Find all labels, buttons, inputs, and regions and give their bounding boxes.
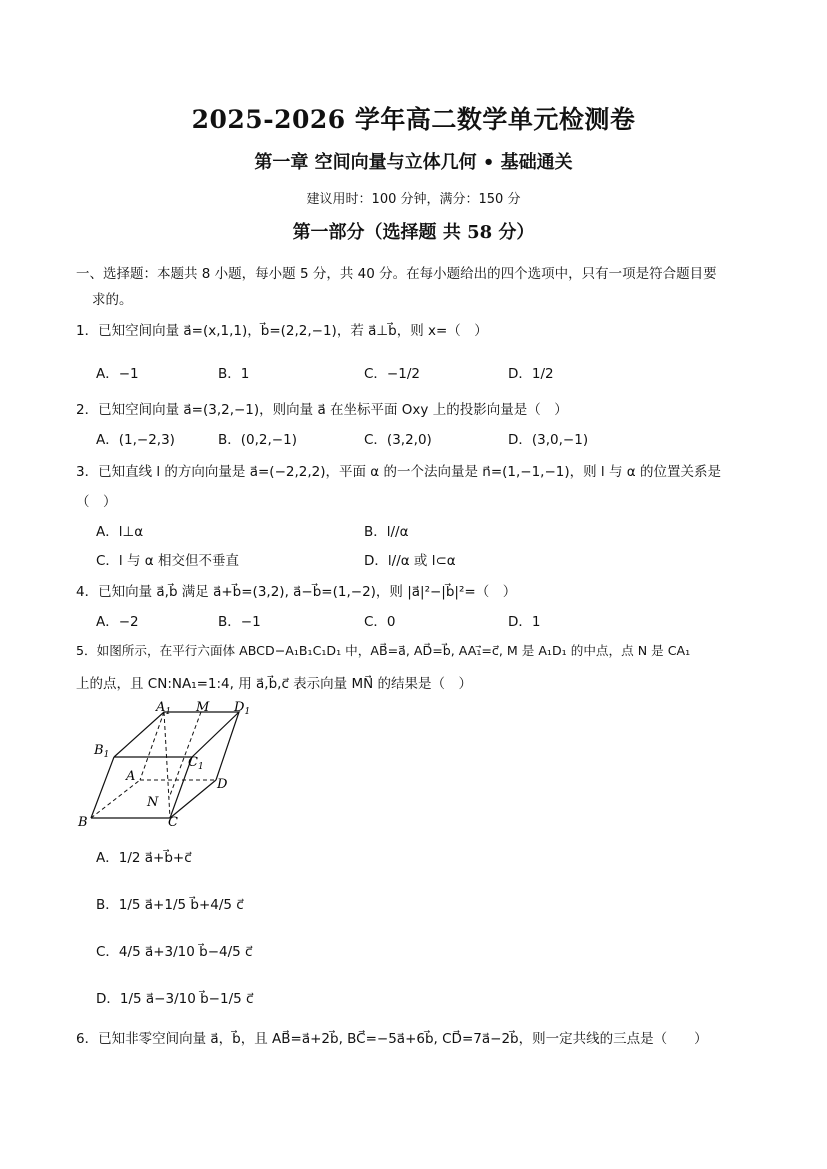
q5-option-b[interactable]: B．1/5 a⃗+1/5 b⃗+4/5 c⃗ [96,897,244,913]
label-c: C [168,815,178,830]
q2-option-c[interactable]: C．(3,2,0) [364,432,432,448]
q5-option-c[interactable]: C．4/5 a⃗+3/10 b⃗−4/5 c⃗ [96,944,253,960]
q2-option-d[interactable]: D．(3,0,−1) [508,432,589,448]
section-intro-line2: 求的。 [92,292,133,308]
chapter-subtitle: 第一章 空间向量与立体几何 • 基础通关 [254,152,573,173]
q2-option-b[interactable]: B．(0,2,−1) [218,432,297,448]
diag-a1c-hidden [164,712,170,818]
section-intro-line1: 一、选择题：本题共 8 小题，每小题 5 分，共 40 分。在每小题给出的四个选项中，只有一项是符合题目要 [76,266,717,282]
q1-option-b[interactable]: B．1 [218,366,250,382]
q4-option-d[interactable]: D．1 [508,614,541,630]
q1-option-c[interactable]: C．−1/2 [364,366,420,382]
parallelepiped-figure [74,700,251,830]
label-a: A [126,769,136,784]
q1-option-d[interactable]: D．1/2 [508,366,554,382]
question-3-stem-line2: （ ） [76,494,117,510]
question-3-stem-line1: 3．已知直线 l 的方向向量是 a⃗=(−2,2,2)，平面 α 的一个法向量是 n⃗=(1,−1,−1)，则 l 与 α 的位置关系是 [76,464,721,480]
q1-option-a[interactable]: A．−1 [96,366,139,382]
label-a1: $A_1$ [156,700,172,717]
question-2-stem: 2．已知空间向量 a⃗=(3,2,−1)，则向量 a⃗ 在坐标平面 Oxy 上的投影向量是（ ） [76,402,568,418]
top-face [114,712,239,757]
time-info: 建议用时：100 分钟，满分：150 分 [306,192,521,207]
label-d: D [217,777,228,792]
page-title: 2025-2026 学年高二数学单元检测卷 [191,105,636,134]
part-title: 第一部分（选择题 共 58 分） [292,222,535,243]
question-5-stem-line1: 5．如图所示，在平行六面体 ABCD−A₁B₁C₁D₁ 中，AB⃗=a⃗, AD⃗=b⃗, AA₁⃗=c⃗, M 是 A₁D₁ 的中点，点 N 是 CA₁ [76,643,691,658]
q5-option-a[interactable]: A．1/2 a⃗+b⃗+c⃗ [96,850,192,866]
question-5-stem-line2: 上的点，且 CN:NA₁=1:4, 用 a⃗,b⃗,c⃗ 表示向量 MN⃗ 的结果是（ ） [76,676,472,692]
label-c1: $C_1$ [188,755,204,772]
q4-option-b[interactable]: B．−1 [218,614,261,630]
label-b: B [78,815,88,830]
q3-option-b[interactable]: B．l//α [364,524,409,540]
q4-option-c[interactable]: C．0 [364,614,396,630]
question-1-stem: 1．已知空间向量 a⃗=(x,1,1)，b⃗=(2,2,−1)，若 a⃗⊥b⃗，则 x=（ ） [76,323,488,339]
question-4-stem: 4．已知向量 a⃗,b⃗ 满足 a⃗+b⃗=(3,2), a⃗−b⃗=(1,−2)，则 |a⃗|²−|b⃗|²=（ ） [76,584,517,600]
label-d1: $D_1$ [234,700,251,717]
q3-option-c[interactable]: C．l 与 α 相交但不垂直 [96,553,239,569]
label-b1: $B_1$ [94,743,110,760]
label-m: M [196,700,210,715]
q2-option-a[interactable]: A．(1,−2,3) [96,432,175,448]
q5-option-d[interactable]: D．1/5 a⃗−3/10 b⃗−1/5 c⃗ [96,991,254,1007]
q4-option-a[interactable]: A．−2 [96,614,139,630]
question-6-stem: 6．已知非零空间向量 a⃗，b⃗，且 AB⃗=a⃗+2b⃗, BC⃗=−5a⃗+6b⃗, CD⃗=7a⃗−2b⃗，则一定共线的三点是（ ） [76,1031,708,1047]
q3-option-d[interactable]: D．l//α 或 l⊂α [364,553,456,569]
label-n: N [147,795,159,810]
q3-option-a[interactable]: A．l⊥α [96,524,144,540]
